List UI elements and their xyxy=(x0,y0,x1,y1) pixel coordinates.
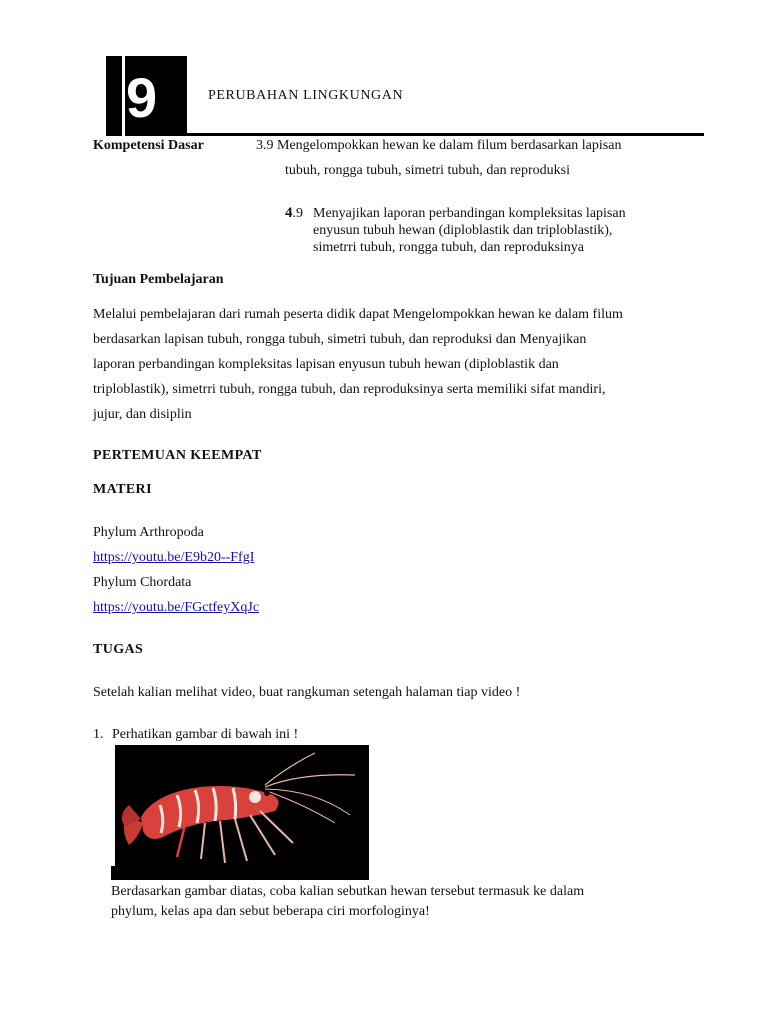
materi-heading: MATERI xyxy=(93,482,152,497)
chapter-title: PERUBAHAN LINGKUNGAN xyxy=(208,88,404,103)
tugas-heading: TUGAS xyxy=(93,642,144,657)
tujuan-line: Melalui pembelajaran dari rumah peserta didik dapat Mengelompokkan hewan ke dalam filum xyxy=(93,307,623,322)
question-number: 1. xyxy=(93,727,104,742)
tujuan-paragraph xyxy=(93,302,693,427)
question-prompt: Perhatikan gambar di bawah ini ! xyxy=(112,727,299,742)
tujuan-heading: Tujuan Pembelajaran xyxy=(93,272,224,287)
video-link-arthropoda[interactable]: https://youtu.be/E9b20--FfgI xyxy=(93,550,255,565)
kompetensi-label: Kompetensi Dasar xyxy=(93,138,204,153)
kd-4-9-number-rest: .9 xyxy=(292,206,303,221)
pertemuan-heading: PERTEMUAN KEEMPAT xyxy=(93,448,262,463)
tugas-instruction: Setelah kalian melihat video, buat rangkuman setengah halaman tiap video ! xyxy=(93,685,521,700)
kd-4-9-number xyxy=(285,205,303,222)
kd-4-9-line: enyusun tubuh hewan (diploblastik dan triploblastik), xyxy=(313,223,613,238)
video-link-chordata[interactable]: https://youtu.be/FGctfeyXqJc xyxy=(93,600,260,615)
materi-item-arthropoda: Phylum Arthropoda xyxy=(93,525,204,540)
question-body-line: phylum, kelas apa dan sebut beberapa ciri morfologinya! xyxy=(111,904,430,919)
kd-4-9-text xyxy=(313,205,626,256)
tujuan-line: jujur, dan disiplin xyxy=(93,407,192,422)
kd-4-9-bold-digit: 4 xyxy=(285,205,293,221)
materi-item-chordata: Phylum Chordata xyxy=(93,575,192,590)
tujuan-line: laporan perbandingan kompleksitas lapisan enyusun tubuh hewan (diploblastik dan xyxy=(93,357,559,372)
shrimp-photo xyxy=(115,745,369,880)
kd-4-9-line: Menyajikan laporan perbandingan kompleksitas lapisan xyxy=(313,206,626,221)
shrimp-illustration xyxy=(115,745,369,880)
kd-3-9-line2: tubuh, rongga tubuh, simetri tubuh, dan reproduksi xyxy=(285,163,571,178)
kd-4-9-line: simetrri tubuh, rongga tubuh, dan reproduksinya xyxy=(313,240,585,255)
question-body-line: Berdasarkan gambar diatas, coba kalian sebutkan hewan tersebut termasuk ke dalam xyxy=(111,884,585,899)
question-body xyxy=(111,882,584,922)
chapter-number: 9 xyxy=(126,66,158,129)
kd-3-9-line1: 3.9 Mengelompokkan hewan ke dalam filum berdasarkan lapisan xyxy=(256,138,622,153)
tujuan-line: triploblastik), simetrri tubuh, rongga tubuh, dan reproduksinya serta memiliki sifat mandiri, xyxy=(93,382,606,397)
tujuan-line: berdasarkan lapisan tubuh, rongga tubuh, simetri tubuh, dan reproduksi dan Menyajikan xyxy=(93,332,587,347)
header-rule xyxy=(187,133,704,136)
chapter-box-stripe xyxy=(122,56,125,136)
